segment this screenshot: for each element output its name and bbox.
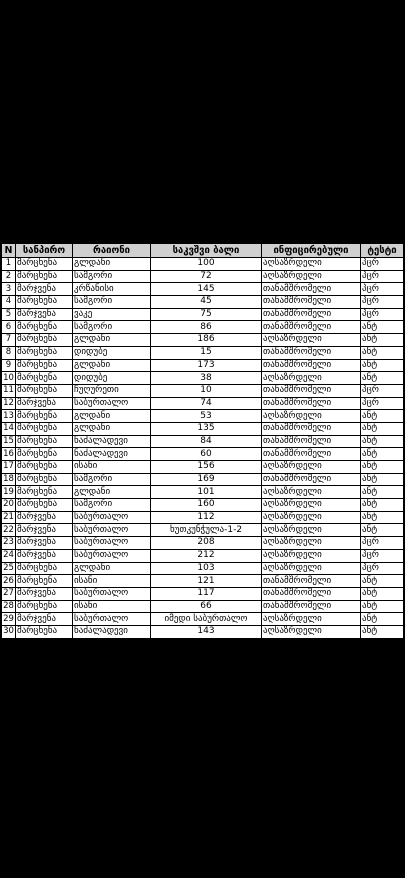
cell-bank: მარცხენა (16, 359, 73, 372)
table-row (2, 448, 404, 461)
cell-infected: თანამშრომელი (262, 448, 361, 461)
cell-bank: მარჯვენა (16, 308, 73, 321)
cell-infected: აღსაზრდელი (262, 511, 361, 524)
table-row (2, 575, 404, 588)
cell-bank: მარჯვენა (16, 613, 73, 626)
cell-test: ანტ (361, 499, 404, 512)
cell-district: სამგორი (73, 296, 151, 309)
column-header-infected: ინფიცირებული (262, 244, 361, 258)
cell-infected: თანამშრომელი (262, 346, 361, 359)
cell-n: 18 (3, 474, 14, 485)
cell-district: ნაძალადევი (73, 435, 151, 448)
table-row (2, 625, 404, 638)
cell-test: ანტ (361, 625, 404, 638)
cell-district: ისანი (73, 575, 151, 588)
cell-kindergarten: 45 (151, 296, 262, 309)
cell-bank: მარცხენა (16, 435, 73, 448)
cell-infected: აღსაზრდელი (262, 270, 361, 283)
cell-infected: აღსაზრდელი (262, 486, 361, 499)
cell-district: სამგორი (73, 321, 151, 334)
cell-bank: მარცხენა (16, 258, 73, 271)
table-row (2, 384, 404, 397)
cell-kindergarten: 156 (151, 461, 262, 474)
cell-infected: თანამშრომელი (262, 296, 361, 309)
cell-bank: მარცხენა (16, 499, 73, 512)
cell-n: 10 (3, 372, 14, 383)
cell-district: გლდანი (73, 359, 151, 372)
cell-n: 13 (3, 410, 14, 421)
cell-n: 25 (3, 562, 14, 573)
table-row (2, 321, 404, 334)
cell-test: ანტ (361, 448, 404, 461)
table-body (2, 258, 404, 639)
cell-bank: მარცხენა (16, 372, 73, 385)
cell-test: ანტ (361, 613, 404, 626)
cell-district: კრწანისი (73, 283, 151, 296)
cell-infected: თანამშრომელი (262, 384, 361, 397)
cell-district: ისანი (73, 600, 151, 613)
cell-test: პცრ (361, 283, 404, 296)
cell-test: ანტ (361, 410, 404, 423)
column-header-bank: სანპირო (16, 244, 73, 258)
cell-test: ანტ (361, 511, 404, 524)
cell-infected: თანამშრომელი (262, 587, 361, 600)
cell-n: 21 (3, 512, 14, 523)
cell-bank: მარჯვენა (16, 397, 73, 410)
cell-kindergarten: 72 (151, 270, 262, 283)
table-row (2, 296, 404, 309)
cell-bank: მარცხენა (16, 422, 73, 435)
table-row (2, 524, 404, 537)
cell-kindergarten: 169 (151, 473, 262, 486)
cell-infected: თანამშრომელი (262, 600, 361, 613)
cell-n: 22 (3, 524, 14, 535)
cell-n: 29 (3, 613, 14, 624)
cell-kindergarten: 145 (151, 283, 262, 296)
cell-test: პცრ (361, 258, 404, 271)
cell-n: 27 (3, 588, 14, 599)
cell-n: 11 (3, 385, 14, 396)
table-row (2, 473, 404, 486)
cell-n: 2 (2, 270, 16, 283)
cell-infected: თანამშრომელი (262, 397, 361, 410)
cell-district: საბურთალო (73, 397, 151, 410)
cell-bank: მარჯვენა (16, 283, 73, 296)
cell-kindergarten: 74 (151, 397, 262, 410)
cell-kindergarten: 208 (151, 537, 262, 550)
cell-district: დიდუბე (73, 372, 151, 385)
table-row (2, 359, 404, 372)
cell-bank: მარცხენა (16, 448, 73, 461)
cell-test: ანტ (361, 334, 404, 347)
cell-bank: მარცხენა (16, 321, 73, 334)
cell-district: ნაძალადევი (73, 625, 151, 638)
cell-district: ვაკე (73, 308, 151, 321)
table-row (2, 410, 404, 423)
cell-test: ანტ (361, 321, 404, 334)
cell-test: ანტ (361, 346, 404, 359)
cell-kindergarten: 53 (151, 410, 262, 423)
cell-test: ანტ (361, 435, 404, 448)
cell-bank: მარცხენა (16, 384, 73, 397)
cell-n: 15 (3, 435, 14, 446)
cell-test: ანტ (361, 486, 404, 499)
cell-district: ისანი (73, 461, 151, 474)
table-row (2, 549, 404, 562)
cell-kindergarten: 160 (151, 499, 262, 512)
cell-test: ანტ (361, 359, 404, 372)
cell-kindergarten: 100 (151, 258, 262, 271)
table-row (2, 435, 404, 448)
cell-test: პცრ (361, 562, 404, 575)
cell-test: პცრ (361, 397, 404, 410)
column-header-n: N (2, 244, 16, 258)
cell-kindergarten: 66 (151, 600, 262, 613)
cell-test: პცრ (361, 537, 404, 550)
cell-bank: მარცხენა (16, 473, 73, 486)
cell-district: ნაძალადევი (73, 448, 151, 461)
cell-bank: მარცხენა (16, 562, 73, 575)
cell-district: საბურთალო (73, 549, 151, 562)
cell-infected: თანამშრომელი (262, 473, 361, 486)
cell-infected: თანამშრომელი (262, 308, 361, 321)
cell-n: 24 (3, 550, 14, 561)
cell-district: საბურთალო (73, 524, 151, 537)
cell-district: გლდანი (73, 562, 151, 575)
cell-district: გლდანი (73, 258, 151, 271)
cell-bank: მარცხენა (16, 334, 73, 347)
cell-infected: თანამშრომელი (262, 283, 361, 296)
cell-n: 30 (3, 626, 14, 637)
cell-test: პცრ (361, 270, 404, 283)
cell-n: 9 (2, 359, 16, 372)
table-row (2, 600, 404, 613)
cell-kindergarten: 86 (151, 321, 262, 334)
cell-kindergarten: 173 (151, 359, 262, 372)
table-row (2, 270, 404, 283)
cell-test: ანტ (361, 422, 404, 435)
cell-bank: მარჯვენა (16, 549, 73, 562)
cell-test: ანტ (361, 524, 404, 537)
cell-infected: აღსაზრდელი (262, 549, 361, 562)
table-row (2, 511, 404, 524)
table-row (2, 283, 404, 296)
cell-infected: აღსაზრდელი (262, 562, 361, 575)
cell-infected: აღსაზრდელი (262, 372, 361, 385)
cell-test: ანტ (361, 575, 404, 588)
cell-test: ანტ (361, 372, 404, 385)
cell-kindergarten: 143 (151, 625, 262, 638)
cell-kindergarten: 38 (151, 372, 262, 385)
cell-bank: მარცხენა (16, 346, 73, 359)
cell-bank: მარჯვენა (16, 524, 73, 537)
cell-infected: თანამშრომელი (262, 575, 361, 588)
cell-district: საბურთალო (73, 613, 151, 626)
column-header-test: ტესტი (361, 244, 404, 258)
cell-district: გლდანი (73, 422, 151, 435)
table-row (2, 422, 404, 435)
cell-n: 26 (3, 575, 14, 586)
cell-n: 5 (2, 308, 16, 321)
cell-bank: მარცხენა (16, 296, 73, 309)
cell-infected: აღსაზრდელი (262, 625, 361, 638)
cell-infected: თანამშრომელი (262, 435, 361, 448)
cell-bank: მარცხენა (16, 461, 73, 474)
cell-kindergarten: 10 (151, 384, 262, 397)
spreadsheet-table-area (1, 243, 403, 639)
data-table (1, 243, 404, 639)
cell-infected: აღსაზრდელი (262, 499, 361, 512)
cell-infected: თანამშრომელი (262, 359, 361, 372)
cell-n: 8 (2, 346, 16, 359)
cell-test: პცრ (361, 384, 404, 397)
cell-bank: მარცხენა (16, 600, 73, 613)
cell-bank: მარცხენა (16, 410, 73, 423)
cell-kindergarten: 84 (151, 435, 262, 448)
cell-bank: მარცხენა (16, 486, 73, 499)
cell-bank: მარჯვენა (16, 537, 73, 550)
cell-district: სამგორი (73, 473, 151, 486)
column-header-district: რაიონი (73, 244, 151, 258)
table-row (2, 537, 404, 550)
cell-test: ანტ (361, 600, 404, 613)
cell-kindergarten: 103 (151, 562, 262, 575)
cell-n: 12 (3, 397, 14, 408)
table-row (2, 308, 404, 321)
cell-test: ანტ (361, 473, 404, 486)
cell-district: გლდანი (73, 486, 151, 499)
cell-kindergarten: 60 (151, 448, 262, 461)
cell-infected: აღსაზრდელი (262, 613, 361, 626)
cell-infected: აღსაზრდელი (262, 258, 361, 271)
cell-n: 16 (3, 448, 14, 459)
cell-kindergarten: 117 (151, 587, 262, 600)
cell-n: 7 (2, 334, 16, 347)
table-row (2, 613, 404, 626)
cell-n: 17 (3, 461, 14, 472)
table-row (2, 461, 404, 474)
cell-infected: აღსაზრდელი (262, 334, 361, 347)
cell-bank: მარჯვენა (16, 587, 73, 600)
cell-kindergarten: 75 (151, 308, 262, 321)
cell-kindergarten: 135 (151, 422, 262, 435)
cell-n: 1 (2, 258, 16, 271)
cell-district: ჩუღურეთი (73, 384, 151, 397)
cell-district: გლდანი (73, 334, 151, 347)
cell-bank: მარჯვენა (16, 511, 73, 524)
table-row (2, 587, 404, 600)
table-row (2, 499, 404, 512)
cell-infected: აღსაზრდელი (262, 461, 361, 474)
table-row (2, 334, 404, 347)
table-header-row (2, 244, 404, 258)
cell-test: ანტ (361, 461, 404, 474)
cell-kindergarten: 101 (151, 486, 262, 499)
cell-infected: აღსაზრდელი (262, 410, 361, 423)
cell-district: გლდანი (73, 410, 151, 423)
cell-kindergarten: ხუთკუნჭულა-1-2 (151, 524, 262, 537)
cell-n: 19 (3, 486, 14, 497)
cell-kindergarten: 186 (151, 334, 262, 347)
cell-bank: მარცხენა (16, 625, 73, 638)
table-row (2, 372, 404, 385)
cell-bank: მარცხენა (16, 270, 73, 283)
cell-test: ანტ (361, 587, 404, 600)
cell-n: 3 (2, 283, 16, 296)
cell-n: 4 (2, 296, 16, 309)
cell-test: პცრ (361, 549, 404, 562)
table-row (2, 346, 404, 359)
cell-bank: მარცხენა (16, 575, 73, 588)
table-row (2, 486, 404, 499)
cell-n: 20 (3, 499, 14, 510)
cell-test: პცრ (361, 308, 404, 321)
column-header-kindergarten: საკვშვი ბალი (151, 244, 262, 258)
cell-test: პცრ (361, 296, 404, 309)
cell-kindergarten: 112 (151, 511, 262, 524)
cell-kindergarten: იმედი საბურთალო (151, 613, 262, 626)
cell-infected: აღსაზრდელი (262, 524, 361, 537)
cell-district: დიდუბე (73, 346, 151, 359)
cell-n: 23 (3, 537, 14, 548)
table-row (2, 258, 404, 271)
cell-kindergarten: 212 (151, 549, 262, 562)
cell-n: 6 (2, 321, 16, 334)
cell-district: სამგორი (73, 499, 151, 512)
cell-infected: თანამშრომელი (262, 321, 361, 334)
cell-kindergarten: 15 (151, 346, 262, 359)
cell-district: საბურთალო (73, 511, 151, 524)
table-row (2, 397, 404, 410)
cell-n: 28 (3, 600, 14, 611)
cell-kindergarten: 121 (151, 575, 262, 588)
cell-district: საბურთალო (73, 587, 151, 600)
cell-infected: თანამშრომელი (262, 422, 361, 435)
cell-n: 14 (3, 423, 14, 434)
cell-infected: აღსაზრდელი (262, 537, 361, 550)
cell-district: საბურთალო (73, 537, 151, 550)
cell-district: სამგორი (73, 270, 151, 283)
table-row (2, 562, 404, 575)
